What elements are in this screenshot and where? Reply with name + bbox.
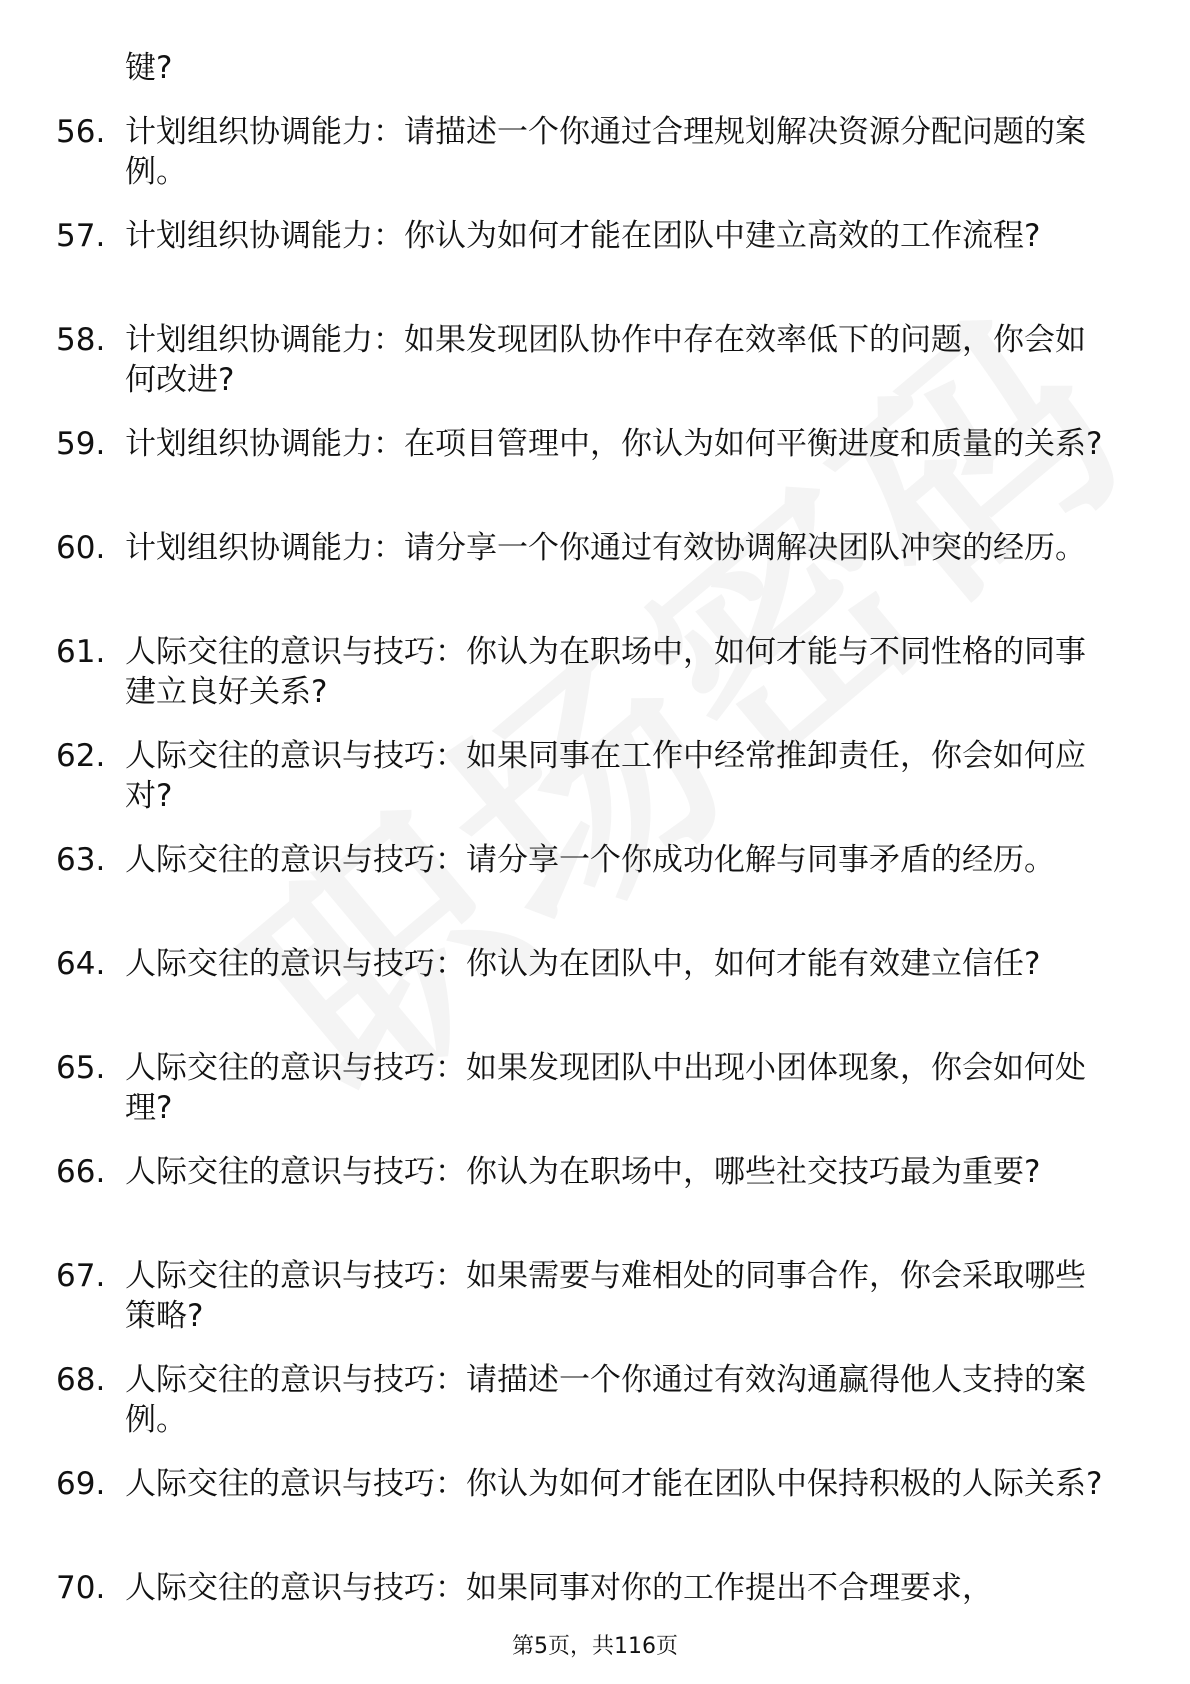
question-number: 68.: [56, 1362, 106, 1398]
question-item: [0, 528, 1190, 632]
question-item: [0, 944, 1190, 1048]
question-list: [0, 112, 1190, 1672]
question-item: [0, 840, 1190, 944]
question-number: 70.: [56, 1570, 106, 1606]
question-text: 人际交往的意识与技巧：你认为在职场中，如何才能与不同性格的同事建立良好关系?: [125, 634, 1086, 710]
question-text: 人际交往的意识与技巧：请分享一个你成功化解与同事矛盾的经历。: [125, 842, 1055, 878]
question-item: [0, 1256, 1190, 1360]
question-text: 人际交往的意识与技巧：如果同事对你的工作提出不合理要求，: [125, 1570, 993, 1606]
question-item: [0, 1360, 1190, 1464]
question-number: 63.: [56, 842, 106, 878]
question-number: 62.: [56, 738, 106, 774]
question-text: 计划组织协调能力：请描述一个你通过合理规划解决资源分配问题的案例。: [125, 114, 1086, 190]
question-number: 64.: [56, 946, 106, 982]
question-text: 计划组织协调能力：如果发现团队协作中存在效率低下的问题，你会如何改进?: [125, 322, 1086, 398]
question-item: [0, 1152, 1190, 1256]
question-item: [0, 216, 1190, 320]
question-number: 58.: [56, 322, 106, 358]
question-text: 人际交往的意识与技巧：如果发现团队中出现小团体现象，你会如何处理?: [125, 1050, 1086, 1126]
question-number: 60.: [56, 530, 106, 566]
question-item: [0, 112, 1190, 216]
page-footer: 第5页，共116页: [512, 1634, 678, 1659]
question-text: 人际交往的意识与技巧：你认为在职场中，哪些社交技巧最为重要?: [125, 1154, 1041, 1190]
question-number: 65.: [56, 1050, 106, 1086]
question-number: 67.: [56, 1258, 106, 1294]
question-text: 计划组织协调能力：请分享一个你通过有效协调解决团队冲突的经历。: [125, 530, 1086, 566]
question-item: [0, 632, 1190, 736]
question-number: 59.: [56, 426, 106, 462]
question-text: 人际交往的意识与技巧：如果同事在工作中经常推卸责任，你会如何应对?: [125, 738, 1086, 814]
question-text: 人际交往的意识与技巧：你认为在团队中，如何才能有效建立信任?: [125, 946, 1041, 982]
carryover-text: 键?: [125, 50, 173, 86]
question-text: 人际交往的意识与技巧：你认为如何才能在团队中保持积极的人际关系?: [125, 1466, 1103, 1502]
question-number: 69.: [56, 1466, 106, 1502]
question-item: [0, 1048, 1190, 1152]
question-number: 61.: [56, 634, 106, 670]
question-text: 计划组织协调能力：在项目管理中，你认为如何平衡进度和质量的关系?: [125, 426, 1103, 462]
question-number: 57.: [56, 218, 106, 254]
question-text: 计划组织协调能力：你认为如何才能在团队中建立高效的工作流程?: [125, 218, 1041, 254]
question-text: 人际交往的意识与技巧：请描述一个你通过有效沟通赢得他人支持的案例。: [125, 1362, 1086, 1438]
question-text: 人际交往的意识与技巧：如果需要与难相处的同事合作，你会采取哪些策略?: [125, 1258, 1086, 1334]
question-item: [0, 424, 1190, 528]
question-item: [0, 736, 1190, 840]
question-number: 56.: [56, 114, 106, 150]
question-item: [0, 320, 1190, 424]
question-item: [0, 1464, 1190, 1568]
question-number: 66.: [56, 1154, 106, 1190]
